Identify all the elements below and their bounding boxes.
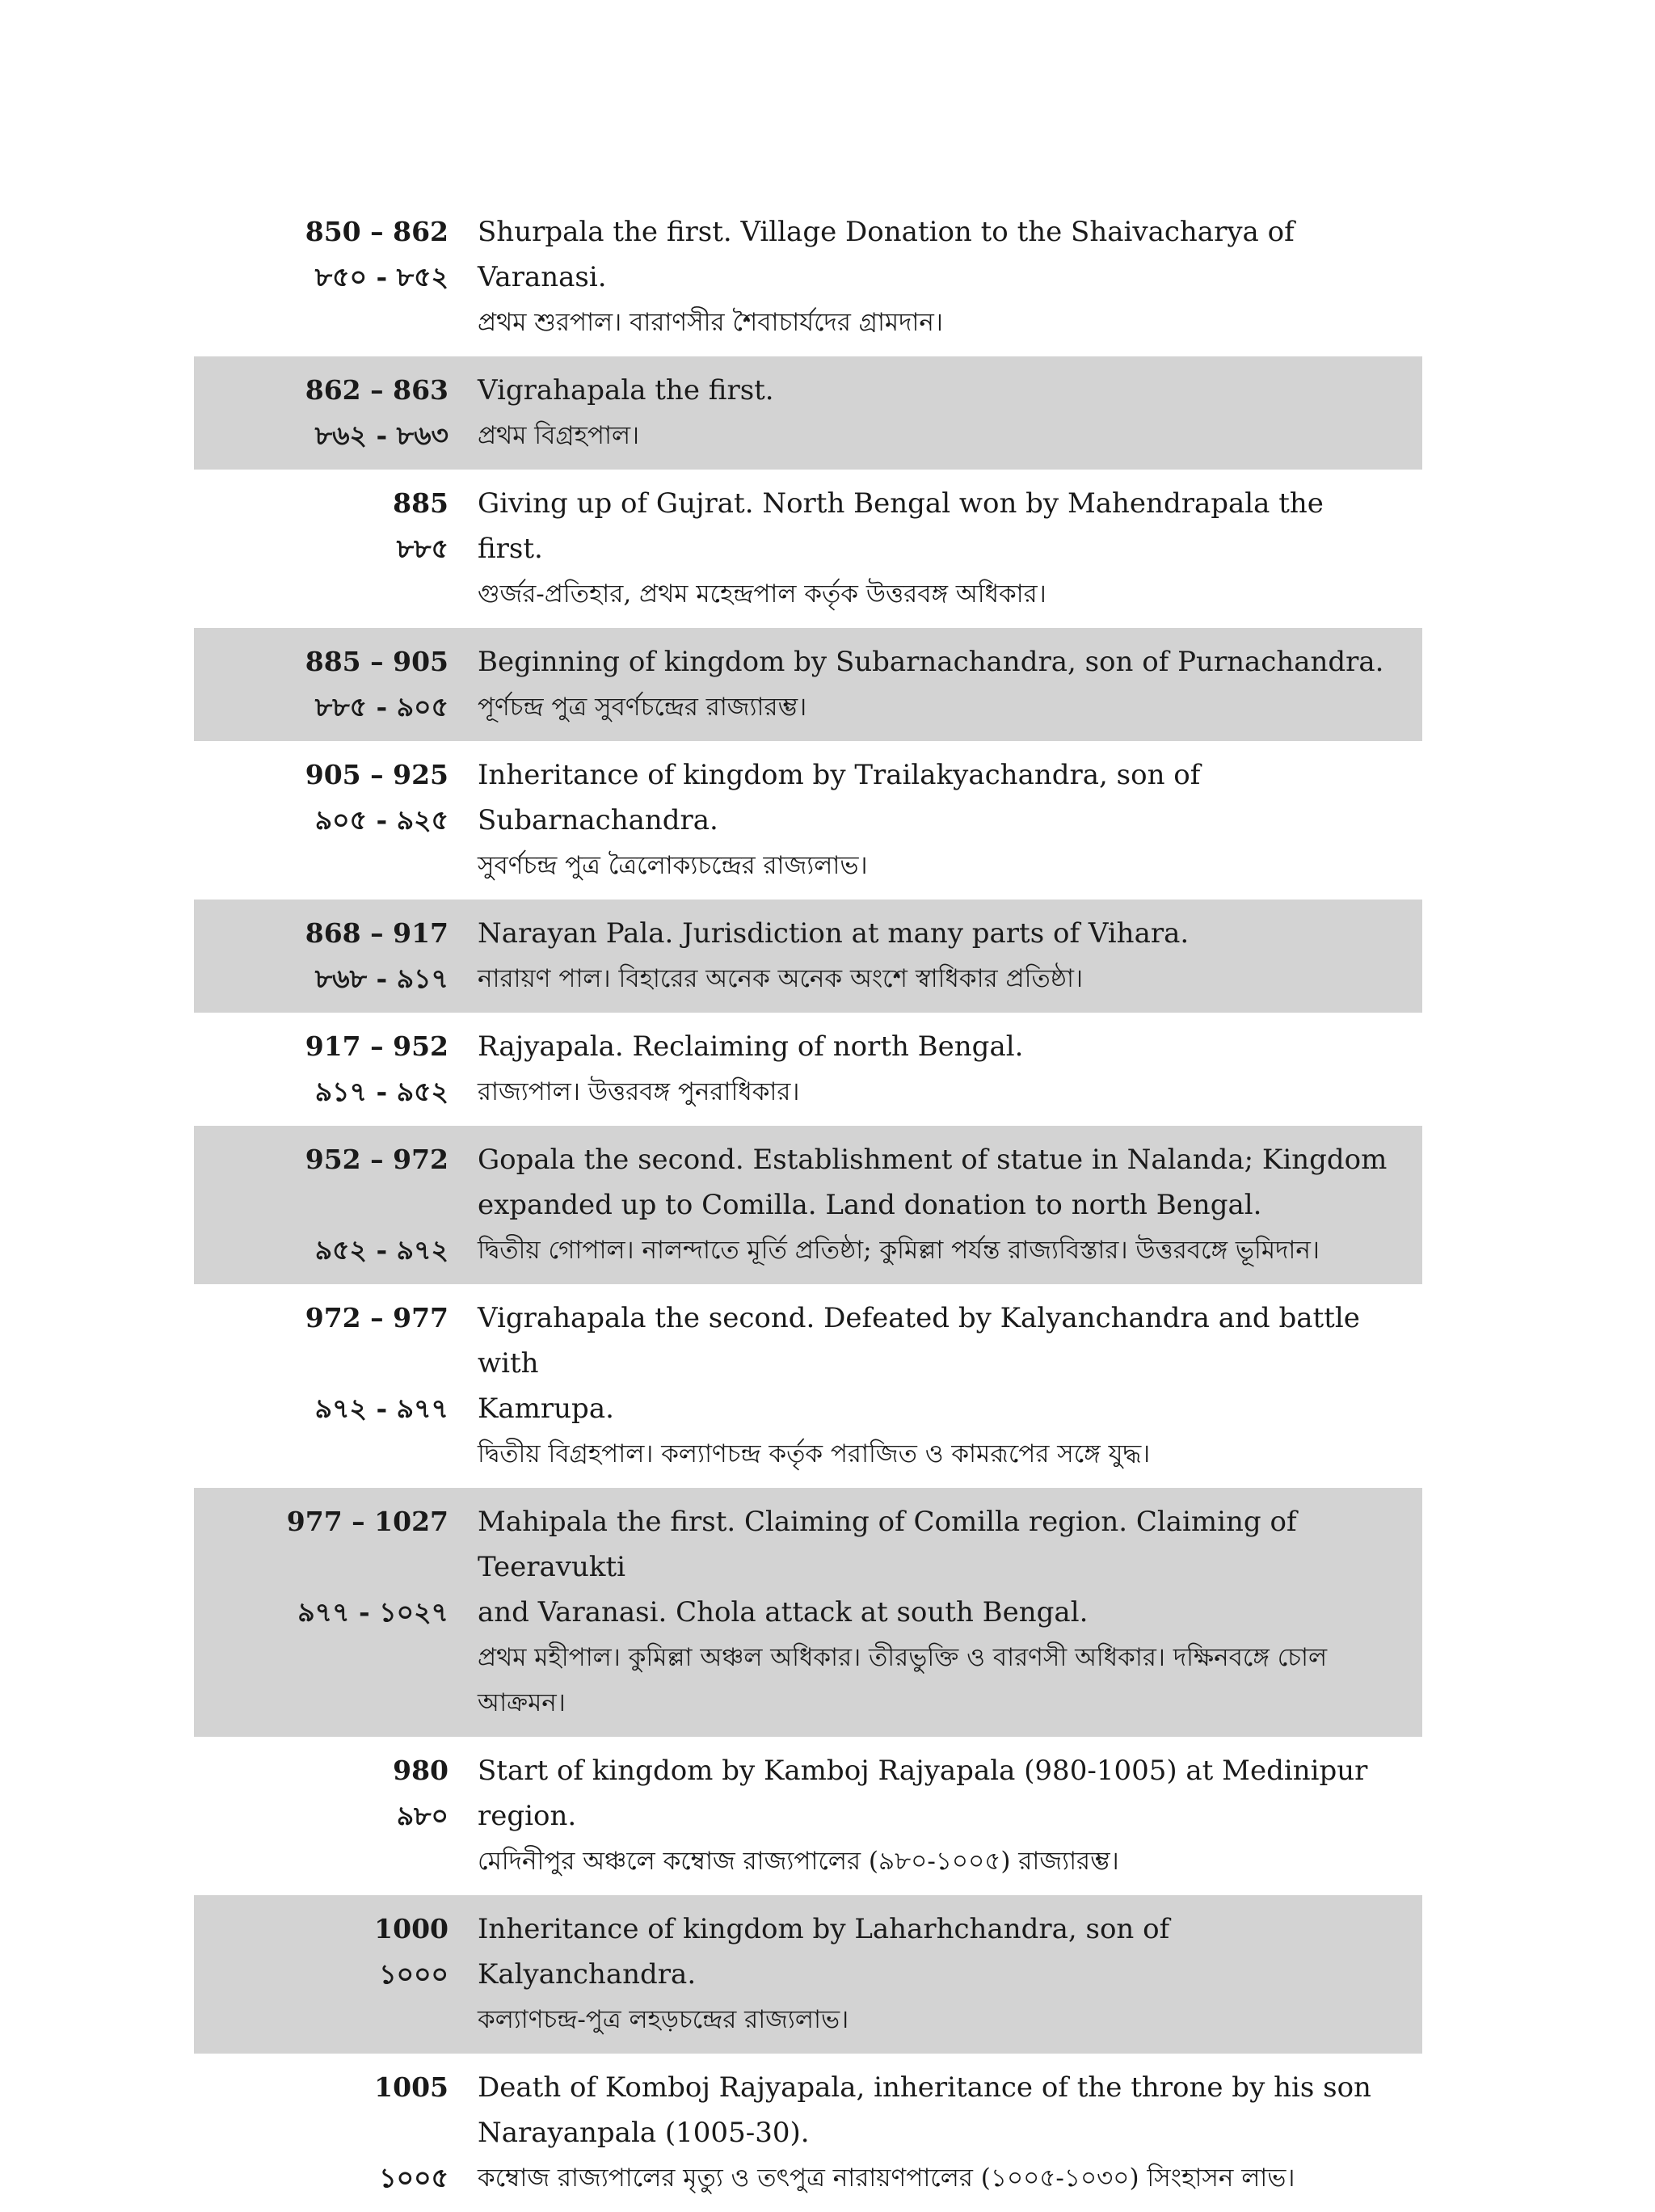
date-english: 1005: [374, 2071, 448, 2103]
description-column: [478, 1748, 1422, 1884]
description-bengali: কম্বোজ রাজ্যপালের মৃত্যু ও তৎপুত্র নারায়ণপালের (১০০৫-১০৩০) সিংহাসন লাভ।: [478, 2164, 1295, 2193]
description-bengali: রাজ্যপাল। উত্তরবঙ্গ পুনরাধিকার।: [478, 1077, 800, 1106]
date-column: [194, 752, 448, 888]
description-bengali: দ্বিতীয় গোপাল। নালন্দাতে মূর্তি প্রতিষ্ঠা; কুমিল্লা পর্যন্ত রাজ্যবিস্তার। উত্তরবঙ্গে ভূমিদান।: [478, 1236, 1320, 1265]
date-bengali: ৮৮৫: [396, 533, 448, 564]
timeline-row: [194, 741, 1422, 900]
description-column: [478, 1296, 1422, 1477]
description-column: [478, 1137, 1422, 1273]
date-bengali: ৯৮০: [396, 1800, 448, 1831]
date-column: [194, 2065, 448, 2201]
date-bengali: ৮৮৫ - ৯০৫: [314, 691, 448, 723]
description-english: Gopala the second. Establishment of statue in Nalanda; Kingdom: [478, 1144, 1388, 1176]
description-column: [478, 911, 1422, 1001]
description-bengali: প্রথম বিগ্রহপাল।: [478, 421, 640, 450]
chronology-table: [194, 198, 1422, 2212]
date-column: [194, 1748, 448, 1884]
timeline-row: [194, 1737, 1422, 1895]
description-english: Mahipala the first. Claiming of Comilla region. Claiming of Teeravukti: [478, 1506, 1297, 1583]
date-bengali: ৯৭৭ - ১০২৭: [297, 1596, 448, 1628]
date-bengali: ৮৬৮ - ৯১৭: [314, 963, 448, 994]
date-bengali: ১০০০: [379, 1958, 448, 1990]
description-bengali: কল্যাণচন্দ্র-পুত্র লহড়চন্দ্রের রাজ্যলাভ।: [478, 2005, 849, 2034]
date-spacer: [194, 2110, 448, 2155]
date-english: 1000: [374, 1913, 448, 1944]
date-english: 917 – 952: [305, 1030, 448, 1062]
description-english: Beginning of kingdom by Subarnachandra, son of Purnachandra.: [478, 646, 1384, 678]
description-english: Inheritance of kingdom by Laharhchandra, son of Kalyanchandra.: [478, 1913, 1170, 1991]
date-english: 885 – 905: [305, 646, 448, 677]
date-bengali: ১০০৫: [379, 2162, 448, 2193]
date-bengali: ৯০৫ - ৯২৫: [314, 804, 448, 836]
description-column: [478, 752, 1422, 888]
description-bengali: প্রথম শুরপাল। বারাণসীর শৈবাচার্যদের গ্রামদান।: [478, 308, 944, 337]
timeline-row: [194, 900, 1422, 1013]
date-english: 972 – 977: [305, 1302, 448, 1334]
description-english: Inheritance of kingdom by Trailakyachandra, son of Subarnachandra.: [478, 759, 1201, 836]
description-bengali: দ্বিতীয় বিগ্রহপাল। কল্যাণচন্দ্র কর্তৃক পরাজিত ও কামরূপের সঙ্গে যুদ্ধ।: [478, 1439, 1151, 1468]
description-english: Rajyapala. Reclaiming of north Bengal.: [478, 1030, 1024, 1063]
date-english: 862 – 863: [305, 374, 448, 406]
description-english: Death of Komboj Rajyapala, inheritance of the throne by his son: [478, 2071, 1371, 2104]
date-bengali: ৮৫০ - ৮৫২: [314, 261, 448, 293]
timeline-row: [194, 1895, 1422, 2054]
description-english: Narayanpala (1005-30).: [478, 2117, 810, 2149]
description-column: [478, 481, 1422, 617]
description-english: Start of kingdom by Kamboj Rajyapala (980-1005) at Medinipur region.: [478, 1755, 1368, 1832]
date-spacer: [194, 1544, 448, 1590]
timeline-row: [194, 1488, 1422, 1737]
date-spacer: [194, 1341, 448, 1386]
description-english: Giving up of Gujrat. North Bengal won by Mahendrapala the first.: [478, 487, 1324, 565]
description-bengali: সুবর্ণচন্দ্র পুত্র ত্রৈলোক্যচন্দ্রের রাজ্যলাভ।: [478, 851, 868, 880]
date-column: [194, 1137, 448, 1273]
description-column: [478, 2065, 1422, 2201]
description-column: [478, 1907, 1422, 2042]
date-column: [194, 481, 448, 617]
date-english: 885: [393, 487, 448, 519]
timeline-row: [194, 1013, 1422, 1126]
description-bengali: প্রথম মহীপাল। কুমিল্লা অঞ্চল অধিকার। তীরভুক্তি ও বারণসী অধিকার। দক্ষিনবঙ্গে চোল: [478, 1643, 1328, 1672]
timeline-row: [194, 1126, 1422, 1284]
description-bengali: পূর্ণচন্দ্র পুত্র সুবর্ণচন্দ্রের রাজ্যারম্ভ।: [478, 693, 807, 722]
date-column: [194, 911, 448, 1001]
date-column: [194, 1296, 448, 1477]
description-english: and Varanasi. Chola attack at south Bengal.: [478, 1596, 1089, 1628]
description-column: [478, 639, 1422, 730]
date-column: [194, 639, 448, 730]
description-bengali: গুর্জর-প্রতিহার, প্রথম মহেন্দ্রপাল কর্তৃক উত্তরবঙ্গ অধিকার।: [478, 579, 1046, 609]
description-english: Kamrupa.: [478, 1393, 614, 1425]
date-english: 977 – 1027: [286, 1506, 448, 1537]
description-english: Vigrahapala the first.: [478, 374, 774, 407]
date-bengali: ৯১৭ - ৯৫২: [314, 1076, 448, 1107]
description-bengali: নারায়ণ পাল। বিহারের অনেক অনেক অংশে স্বাধিকার প্রতিষ্ঠা।: [478, 964, 1084, 993]
date-bengali: ৯৫২ - ৯৭২: [314, 1234, 448, 1266]
timeline-row: [194, 198, 1422, 356]
date-bengali: ৯৭২ - ৯৭৭: [314, 1393, 448, 1424]
date-column: [194, 209, 448, 345]
timeline-row: [194, 356, 1422, 470]
description-column: [478, 209, 1422, 345]
timeline-row: [194, 1284, 1422, 1488]
date-english: 868 – 917: [305, 917, 448, 949]
timeline-row: [194, 628, 1422, 741]
date-column: [194, 1024, 448, 1114]
description-english: Shurpala the first. Village Donation to the Shaivacharya of Varanasi.: [478, 216, 1295, 293]
date-english: 952 – 972: [305, 1144, 448, 1175]
description-english: expanded up to Comilla. Land donation to north Bengal.: [478, 1189, 1262, 1221]
timeline-row: [194, 470, 1422, 628]
date-english: 850 – 862: [305, 216, 448, 247]
date-column: [194, 368, 448, 458]
description-bengali: মেদিনীপুর অঞ্চলে কম্বোজ রাজ্যপালের (৯৮০-১০০৫) রাজ্যারম্ভ।: [478, 1847, 1119, 1876]
date-spacer: [194, 1182, 448, 1228]
date-english: 980: [393, 1755, 448, 1786]
date-column: [194, 1907, 448, 2042]
date-column: [194, 1499, 448, 1725]
description-english: Narayan Pala. Jurisdiction at many parts of Vihara.: [478, 917, 1190, 950]
description-english: Vigrahapala the second. Defeated by Kalyanchandra and battle with: [478, 1302, 1360, 1380]
description-column: [478, 1499, 1422, 1725]
description-column: [478, 1024, 1422, 1114]
description-column: [478, 368, 1422, 458]
date-english: 905 – 925: [305, 759, 448, 790]
description-bengali: আক্রমন।: [478, 1688, 566, 1717]
date-bengali: ৮৬২ - ৮৬৩: [314, 419, 448, 451]
timeline-row: [194, 2054, 1422, 2212]
